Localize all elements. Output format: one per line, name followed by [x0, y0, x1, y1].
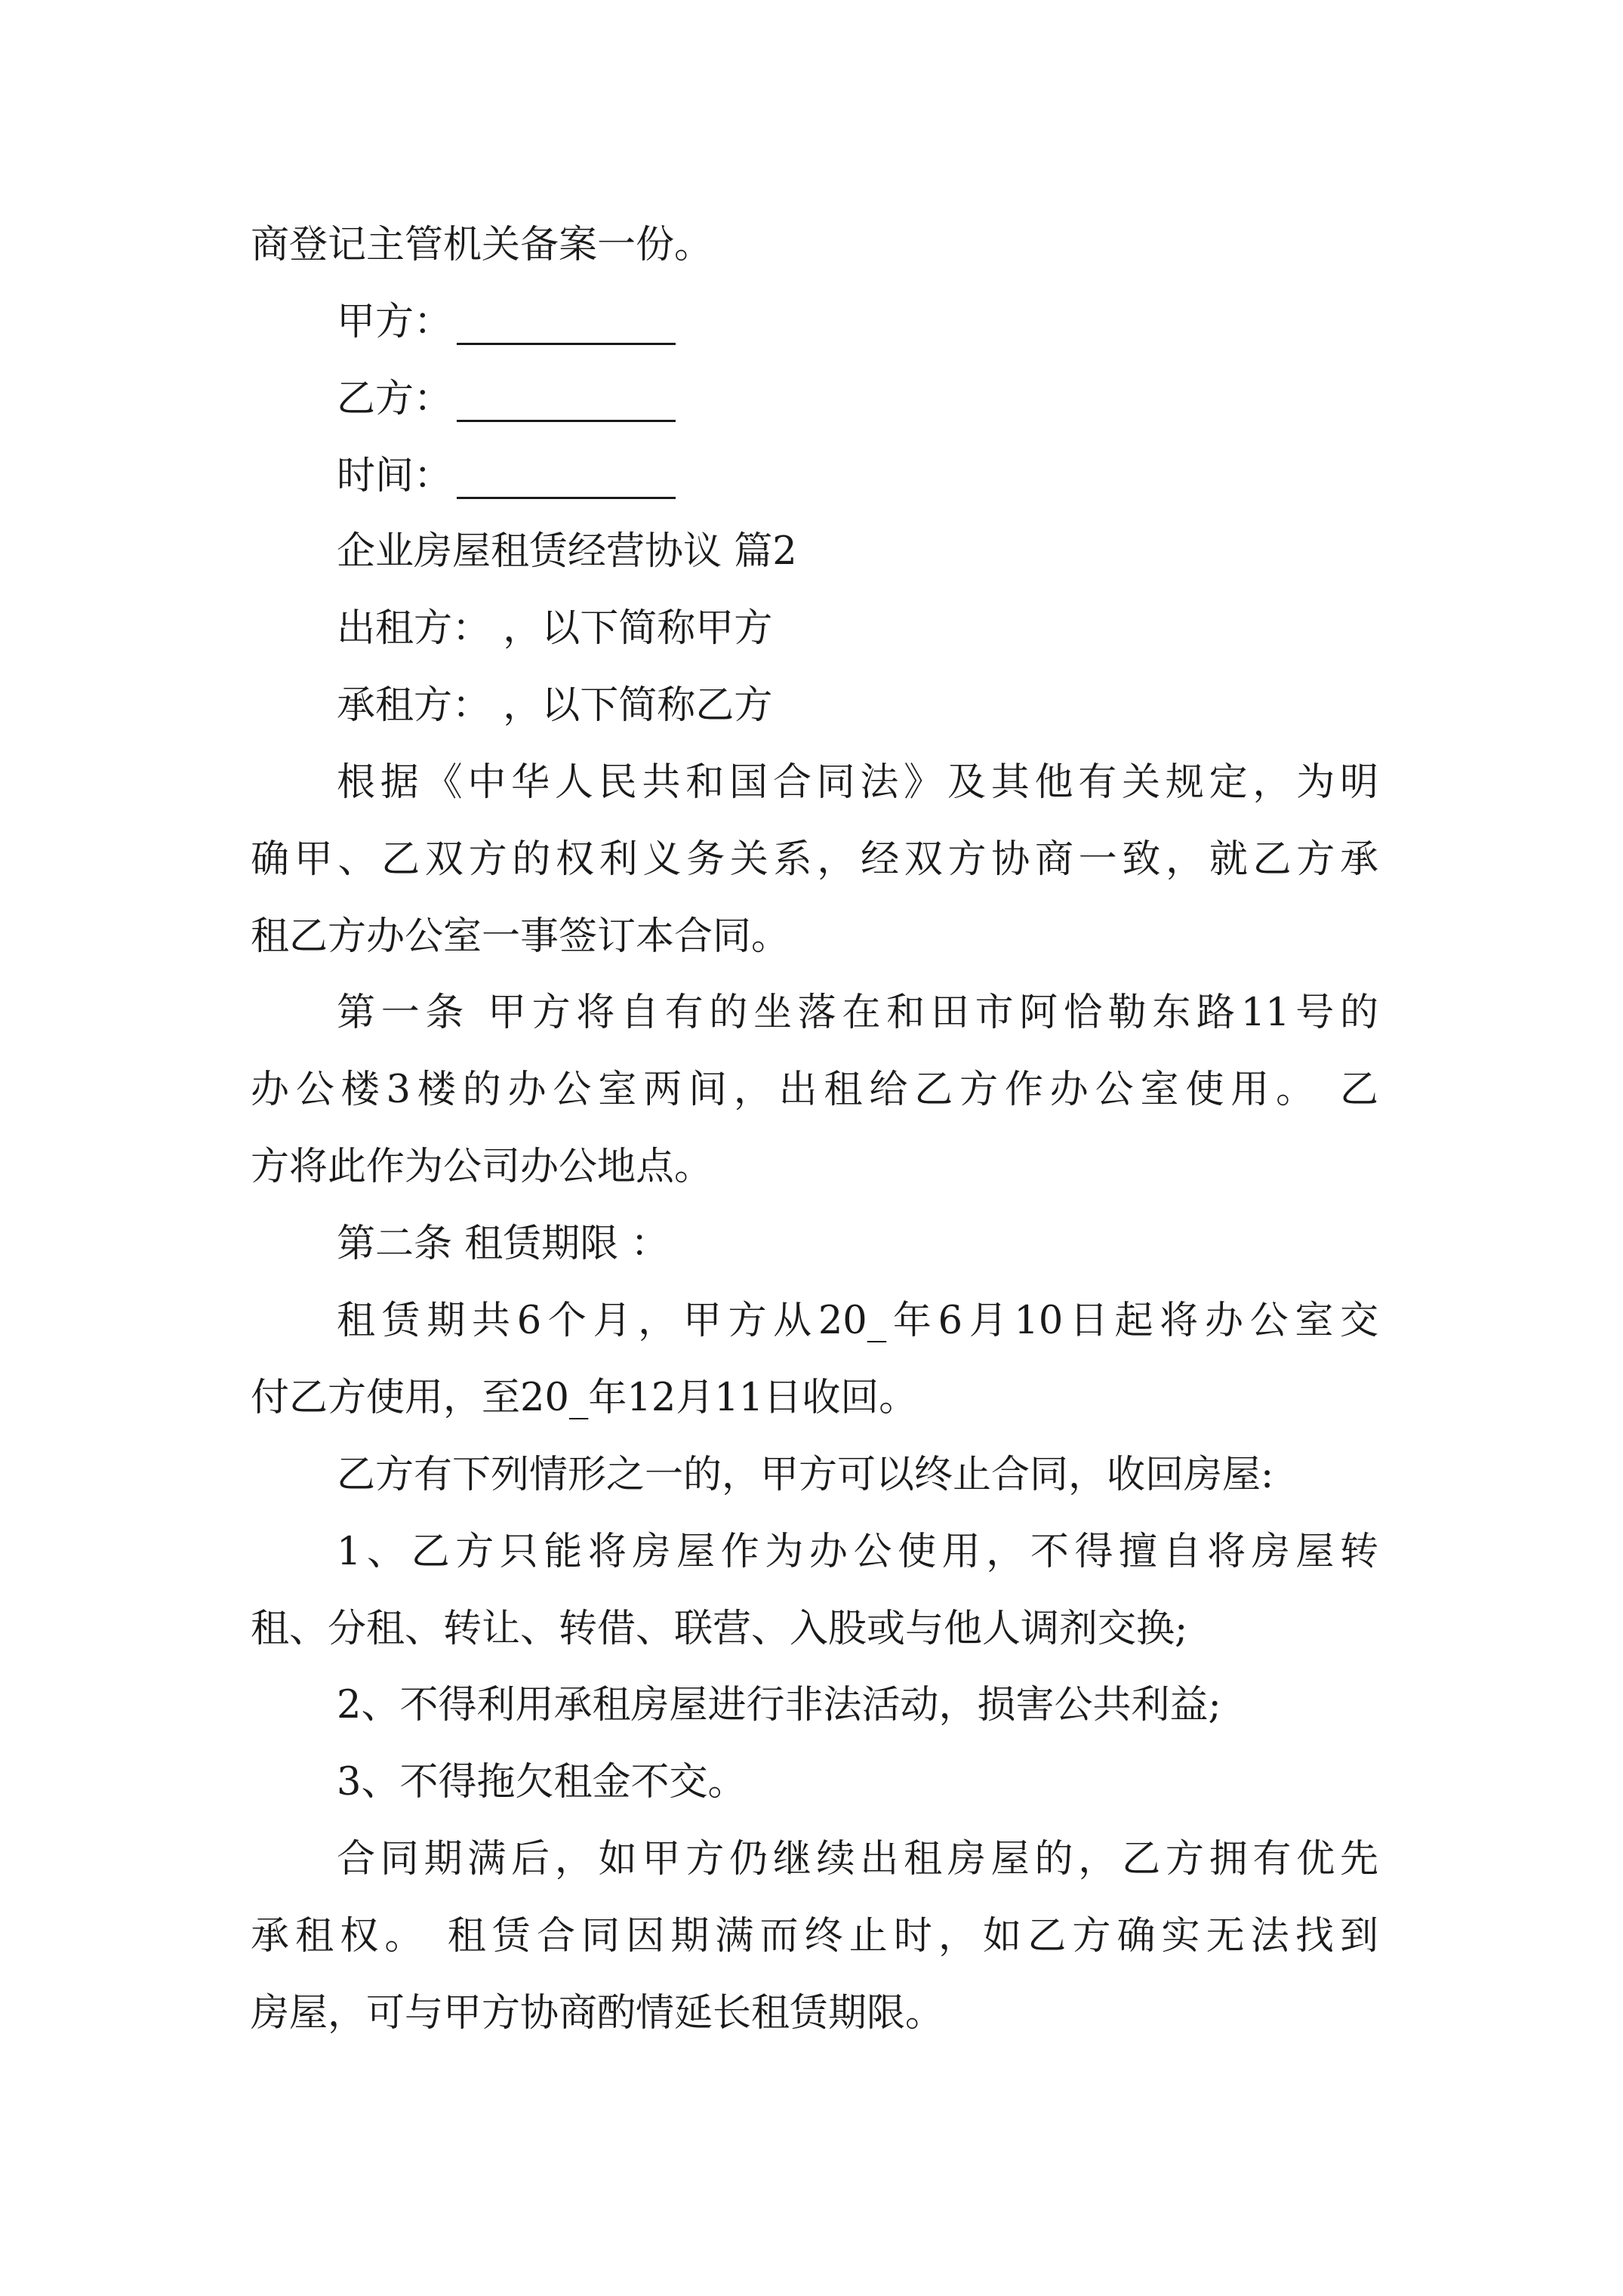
paragraph-line: 乙方有下列情形之一的，甲方可以终止合同，收回房屋:: [337, 1453, 1274, 1497]
date-label: 时间：: [337, 454, 453, 498]
paragraph-line: 房屋，可与甲方协商酌情延长租赁期限。: [251, 1991, 944, 2036]
signature-line-date: [337, 454, 676, 499]
date-blank: [457, 461, 676, 499]
party-b-label: 乙方：: [337, 377, 453, 421]
party-b-blank: [457, 384, 676, 422]
lessee-line: 承租方： ，以下简称乙方: [337, 683, 773, 728]
paragraph-line: 租乙方办公室一事签订本合同。: [251, 914, 790, 959]
lessor-line: 出租方： ，以下简称甲方: [337, 606, 773, 651]
party-a-label: 甲方：: [337, 300, 453, 344]
paragraph-line: 确甲、乙双方的权利义务关系，经双方协商一致，就乙方承: [251, 837, 1378, 882]
paragraph-line: 方将此作为公司办公地点。: [251, 1145, 713, 1189]
paragraph-line: 承租权。 租赁合同因期满而终止时，如乙方确实无法找到: [251, 1914, 1378, 1959]
party-a-blank: [457, 307, 676, 345]
article-1-line: 第一条 甲方将自有的坐落在和田市阿恰勒东路11号的: [337, 991, 1378, 1035]
list-item-2: 2、不得利用承租房屋进行非法活动，损害公共利益;: [337, 1683, 1221, 1727]
signature-line-party-b: [337, 377, 676, 422]
section-heading: 企业房屋租赁经营协议 篇2: [337, 529, 797, 574]
paragraph-line: 商登记主管机关备案一份。: [251, 223, 713, 267]
paragraph-line: 付乙方使用，至20_年12月11日收回。: [251, 1376, 918, 1420]
paragraph-line: 租赁期共6个月，甲方从20_年6月10日起将办公室交: [337, 1299, 1378, 1343]
list-item-3: 3、不得拖欠租金不交。: [337, 1760, 747, 1804]
list-item-1: 1、乙方只能将房屋作为办公使用，不得擅自将房屋转: [337, 1530, 1378, 1574]
paragraph-line: 办公楼3楼的办公室两间，出租给乙方作办公室使用。 乙: [251, 1068, 1378, 1112]
signature-line-party-a: [337, 300, 676, 345]
paragraph-line: 合同期满后，如甲方仍继续出租房屋的，乙方拥有优先: [337, 1837, 1378, 1881]
paragraph-line: 租、分租、转让、转借、联营、入股或与他人调剂交换;: [251, 1607, 1188, 1651]
paragraph-line: 根据《中华人民共和国合同法》及其他有关规定，为明: [337, 760, 1378, 805]
article-2-heading: 第二条 租赁期限 ：: [337, 1222, 670, 1266]
